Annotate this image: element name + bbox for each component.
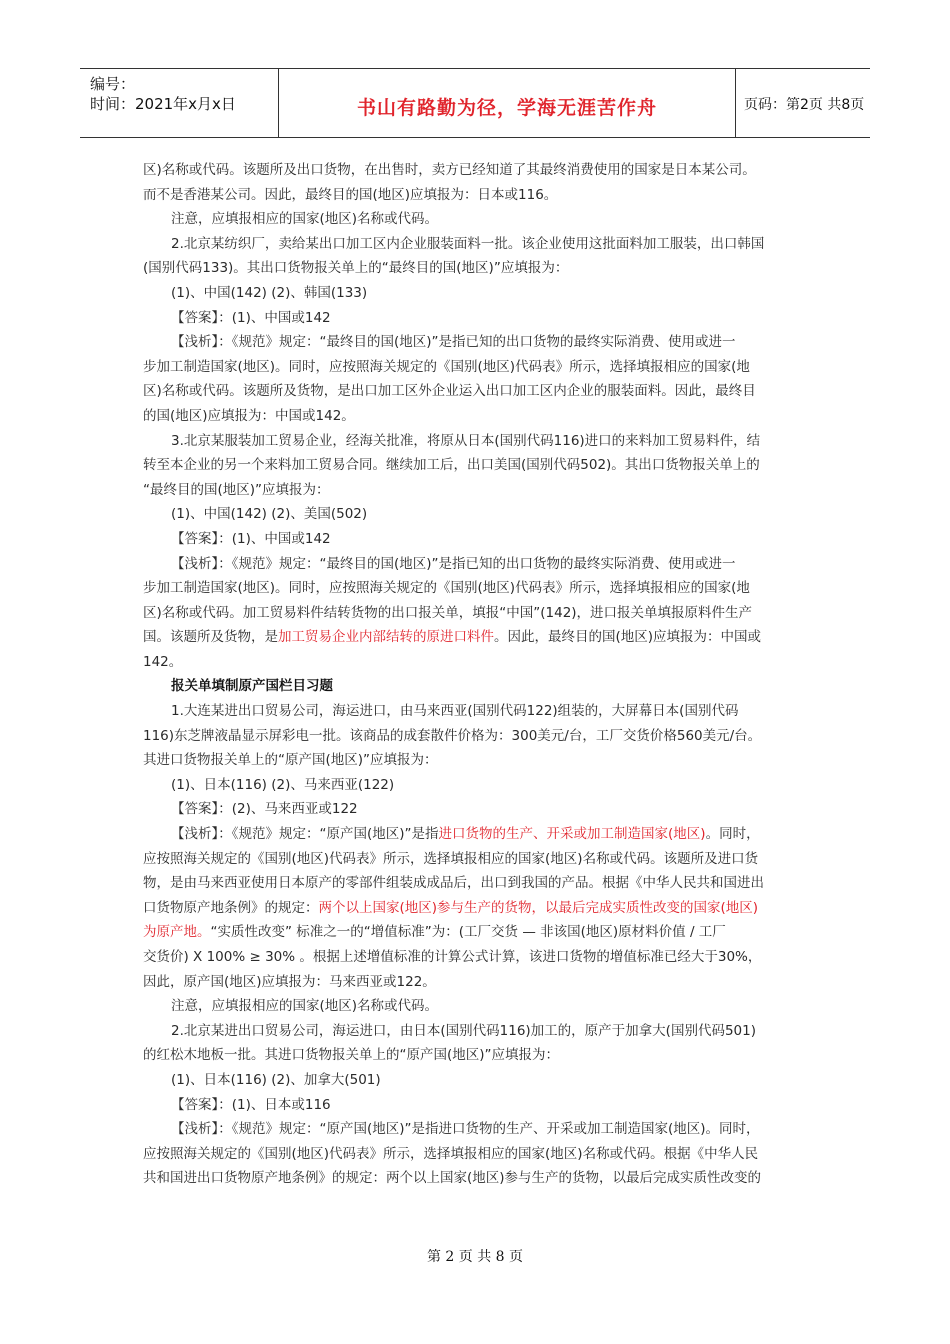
options-line: (1)、中国(142) (2)、韩国(133) [171, 284, 368, 301]
analysis-line: 交货价) X 100% ≥ 30% 。根据上述增值标准的计算公式计算，该进口货物的增值标准已经大于30%， [143, 949, 762, 965]
text-run: 口货物原产地条例》的规定： [143, 899, 319, 916]
question-line: 转至本企业的另一个来料加工贸易合同。继续加工后，出口美国(国别代码502)。其出口货物报关单上的 [143, 457, 760, 474]
options-line: (1)、日本(116) (2)、马来西亚(122) [171, 776, 395, 793]
analysis-line: 区)名称或代码。加工贸易料件结转货物的出口报关单，填报“中国”(142)，进口报关单填报原料件生产 [143, 604, 753, 621]
header-motto-cell [279, 69, 736, 137]
analysis-line: 步加工制造国家(地区)。同时，应按照海关规定的《国别(地区)代码表》所示，选择填报相应的国家(地 [143, 580, 750, 597]
question-line: 1.大连某进出口贸易公司，海运进口，由马来西亚(国别代码122)组装的，大屏幕日本(国别代码 [171, 703, 739, 720]
analysis-line: 应按照海关规定的《国别(地区)代码表》所示，选择填报相应的国家(地区)名称或代码。根据《中华人民 [143, 1145, 759, 1162]
options-line: (1)、日本(116) (2)、加拿大(501) [171, 1071, 381, 1088]
highlighted-text: 进口货物的生产、开采或加工制造国家(地区) [438, 826, 706, 843]
question-line: 2.北京某进出口贸易公司，海运进口，由日本(国别代码116)加工的，原产于加拿大(国别代码501) [171, 1022, 756, 1039]
answer-line: 【答案】：(1)、中国或142 [171, 309, 331, 326]
answer-line: 【答案】：(1)、日本或116 [171, 1096, 331, 1113]
section-heading: 报关单填制原产国栏目习题 [171, 678, 333, 695]
text-run: “实质性改变” 标准之一的“增值标准”为：(工厂交货 — 非该国(地区)原材料价值 / 工厂 [210, 924, 726, 941]
analysis-line [143, 896, 805, 921]
header-page-info: 页码：第2页 共8页 [744, 97, 865, 113]
document-date: 时间：2021年x月x日 [90, 95, 236, 113]
question-line: 2.北京某纺织厂，卖给某出口加工区内企业服装面料一批。该企业使用这批面料加工服装，出口韩国 [171, 235, 765, 252]
analysis-line: 【浅析】：《规范》规定：“最终目的国(地区)”是指已知的出口货物的最终实际消费、使用或进一 [171, 334, 736, 351]
question-line: 3.北京某服装加工贸易企业，经海关批准，将原从日本(国别代码116)进口的来料加工贸易料件，结 [171, 432, 761, 449]
note-line: 注意，应填报相应的国家(地区)名称或代码。 [171, 211, 439, 228]
text-run: 。因此，最终目的国(地区)应填报为：中国或 [494, 629, 762, 646]
page-header [80, 68, 870, 138]
analysis-line [143, 822, 805, 847]
analysis-line: 应按照海关规定的《国别(地区)代码表》所示，选择填报相应的国家(地区)名称或代码。该题所及进口货 [143, 850, 759, 867]
question-line: 其进口货物报关单上的“原产国(地区)”应填报为： [143, 752, 438, 769]
analysis-line [143, 625, 805, 650]
analysis-line: 因此，原产国(地区)应填报为：马来西亚或122。 [143, 973, 436, 990]
page-footer: 第 2 页 共 8 页 [426, 1249, 524, 1265]
question-line: (国别代码133)。其出口货物报关单上的“最终目的国(地区)”应填报为： [143, 260, 569, 277]
answer-line: 【答案】：(2)、马来西亚或122 [171, 801, 358, 818]
note-line: 注意，应填报相应的国家(地区)名称或代码。 [171, 998, 439, 1015]
highlighted-text: 为原产地。 [143, 924, 211, 941]
motto-text: 书山有路勤为径，学海无涯苦作舟 [356, 97, 657, 119]
question-line: 116)东芝牌液晶显示屏彩电一批。该商品的成套散件价格为：300美元/台，工厂交货价格560美元/台。 [143, 727, 762, 744]
header-page-cell [736, 69, 870, 137]
analysis-line: 142。 [143, 653, 183, 670]
analysis-line: 【浅析】：《规范》规定：“最终目的国(地区)”是指已知的出口货物的最终实际消费、使用或进一 [171, 555, 736, 572]
paragraph-line: 而不是香港某公司。因此，最终目的国(地区)应填报为：日本或116。 [143, 186, 558, 203]
analysis-line [143, 920, 805, 945]
text-run: 【浅析】：《规范》规定：“原产国(地区)”是指 [171, 826, 439, 843]
analysis-line: 【浅析】：《规范》规定：“原产国(地区)”是指进口货物的生产、开采或加工制造国家(地区)。同时， [171, 1121, 760, 1138]
analysis-line: 物，是由马来西亚使用日本原产的零部件组装成成品后，出口到我国的产品。根据《中华人民共和国进出 [143, 875, 764, 892]
text-run: 。同时， [705, 826, 760, 843]
document-number-label: 编号： [90, 75, 136, 93]
question-line: “最终目的国(地区)”应填报为： [143, 481, 330, 498]
text-run: 国。该题所及货物，是 [143, 629, 278, 646]
answer-line: 【答案】：(1)、中国或142 [171, 530, 331, 547]
analysis-line: 步加工制造国家(地区)。同时，应按照海关规定的《国别(地区)代码表》所示，选择填报相应的国家(地 [143, 358, 750, 375]
options-line: (1)、中国(142) (2)、美国(502) [171, 506, 368, 523]
question-line: 的红松木地板一批。其进口货物报关单上的“原产国(地区)”应填报为： [143, 1047, 560, 1064]
analysis-line: 的国(地区)应填报为：中国或142。 [143, 407, 355, 424]
paragraph-line: 区)名称或代码。该题所及出口货物，在出售时，卖方已经知道了其最终消费使用的国家是日本某公司。 [143, 162, 756, 178]
highlighted-text: 加工贸易企业内部结转的原进口料件 [278, 629, 494, 646]
header-meta-cell [80, 69, 279, 137]
analysis-line: 共和国进出口货物原产地条例》的规定：两个以上国家(地区)参与生产的货物，以最后完成实质性改变的 [143, 1170, 762, 1187]
document-body [143, 158, 805, 1191]
analysis-line: 区)名称或代码。该题所及货物，是出口加工区外企业运入出口加工区内企业的服装面料。因此，最终目 [143, 383, 756, 400]
highlighted-text: 两个以上国家(地区)参与生产的货物，以最后完成实质性改变的国家(地区) [318, 899, 759, 916]
